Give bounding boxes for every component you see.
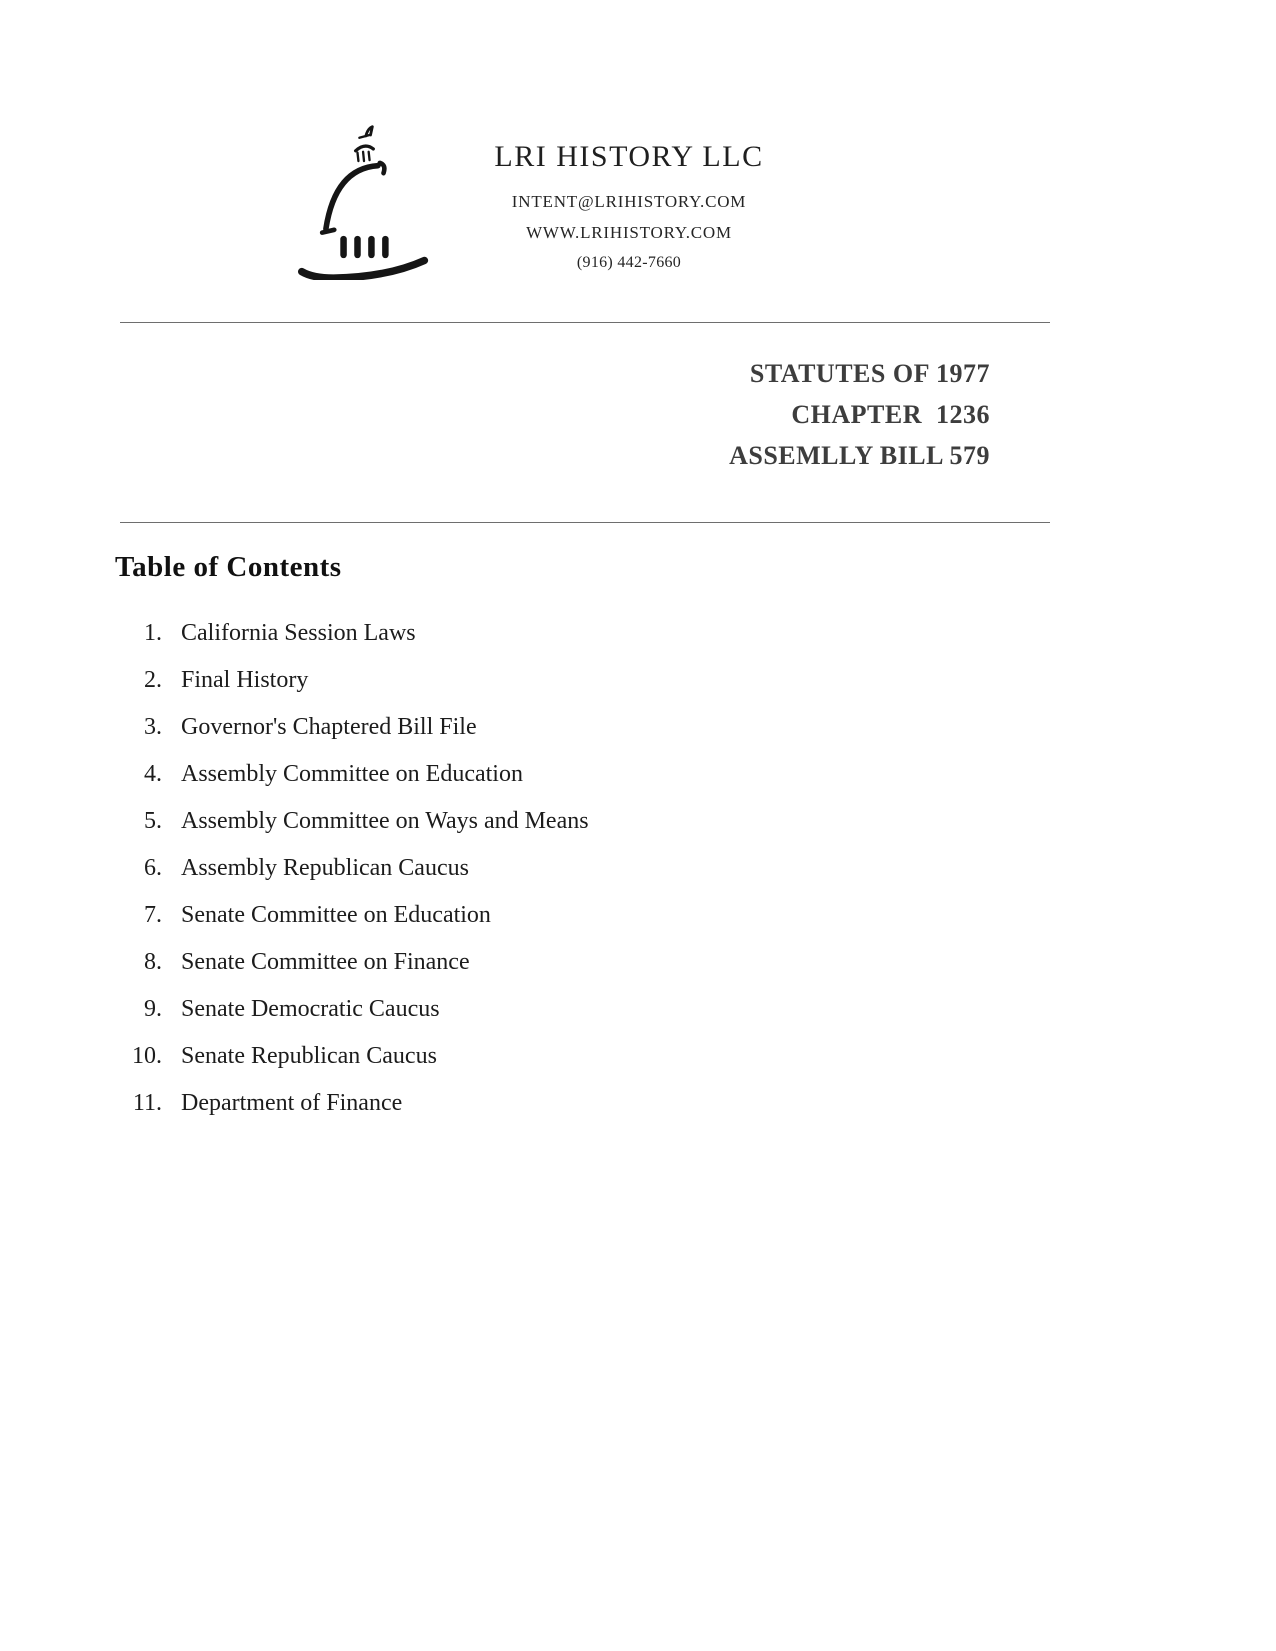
toc-item-label: Senate Committee on Finance (181, 949, 470, 975)
toc-item-number: 1. (144, 620, 162, 646)
toc-item (115, 1090, 1276, 1137)
company-name: LRI HISTORY LLC (494, 140, 764, 173)
toc-item (115, 996, 1276, 1043)
toc-item (115, 620, 1276, 667)
toc-item-number: 11. (132, 1090, 162, 1116)
bill-line: ASSEMLLY BILL 579 (729, 441, 990, 470)
toc-item (115, 855, 1276, 902)
toc-item-label: Assembly Committee on Ways and Means (181, 808, 589, 834)
toc-item (115, 761, 1276, 808)
toc-item (115, 1043, 1276, 1090)
toc-item-number: 3. (144, 714, 162, 740)
toc-item (115, 667, 1276, 714)
toc-item-number: 9. (144, 996, 162, 1022)
toc-item-label: Senate Republican Caucus (181, 1043, 437, 1069)
toc-item-number: 2. (144, 667, 162, 693)
divider-middle (120, 522, 1050, 523)
toc-item-number: 5. (144, 808, 162, 834)
toc-item-label: California Session Laws (181, 620, 416, 646)
chapter-line: CHAPTER 1236 (791, 400, 990, 429)
capitol-dome-icon (293, 122, 435, 280)
toc-item-label: Senate Democratic Caucus (181, 996, 440, 1022)
toc-item-label: Assembly Republican Caucus (181, 855, 469, 881)
toc-item-number: 8. (144, 949, 162, 975)
toc-item-label: Senate Committee on Education (181, 902, 491, 928)
divider-top (120, 322, 1050, 323)
toc-item (115, 949, 1276, 996)
toc-item (115, 808, 1276, 855)
toc-item-number: 6. (144, 855, 162, 881)
toc-heading: Table of Contents (115, 551, 342, 583)
company-email: INTENT@LRIHISTORY.COM (511, 192, 747, 211)
letterhead (0, 0, 1276, 280)
company-website: WWW.LRIHISTORY.COM (526, 223, 732, 242)
toc-item-number: 4. (144, 761, 162, 787)
table-of-contents (0, 551, 1276, 1137)
statutes-line: STATUTES OF 1977 (749, 359, 990, 388)
toc-item-label: Department of Finance (181, 1090, 403, 1116)
toc-item-label: Assembly Committee on Education (181, 761, 523, 787)
toc-item-label: Final History (181, 667, 309, 693)
toc-item (115, 714, 1276, 761)
toc-item (115, 902, 1276, 949)
toc-list (115, 620, 1276, 1137)
toc-item-label: Governor's Chaptered Bill File (181, 714, 477, 740)
letterhead-text (469, 122, 789, 272)
toc-item-number: 10. (132, 1043, 162, 1069)
title-block (0, 353, 1276, 476)
toc-item-number: 7. (144, 902, 162, 928)
company-phone: (916) 442-7660 (576, 254, 682, 271)
